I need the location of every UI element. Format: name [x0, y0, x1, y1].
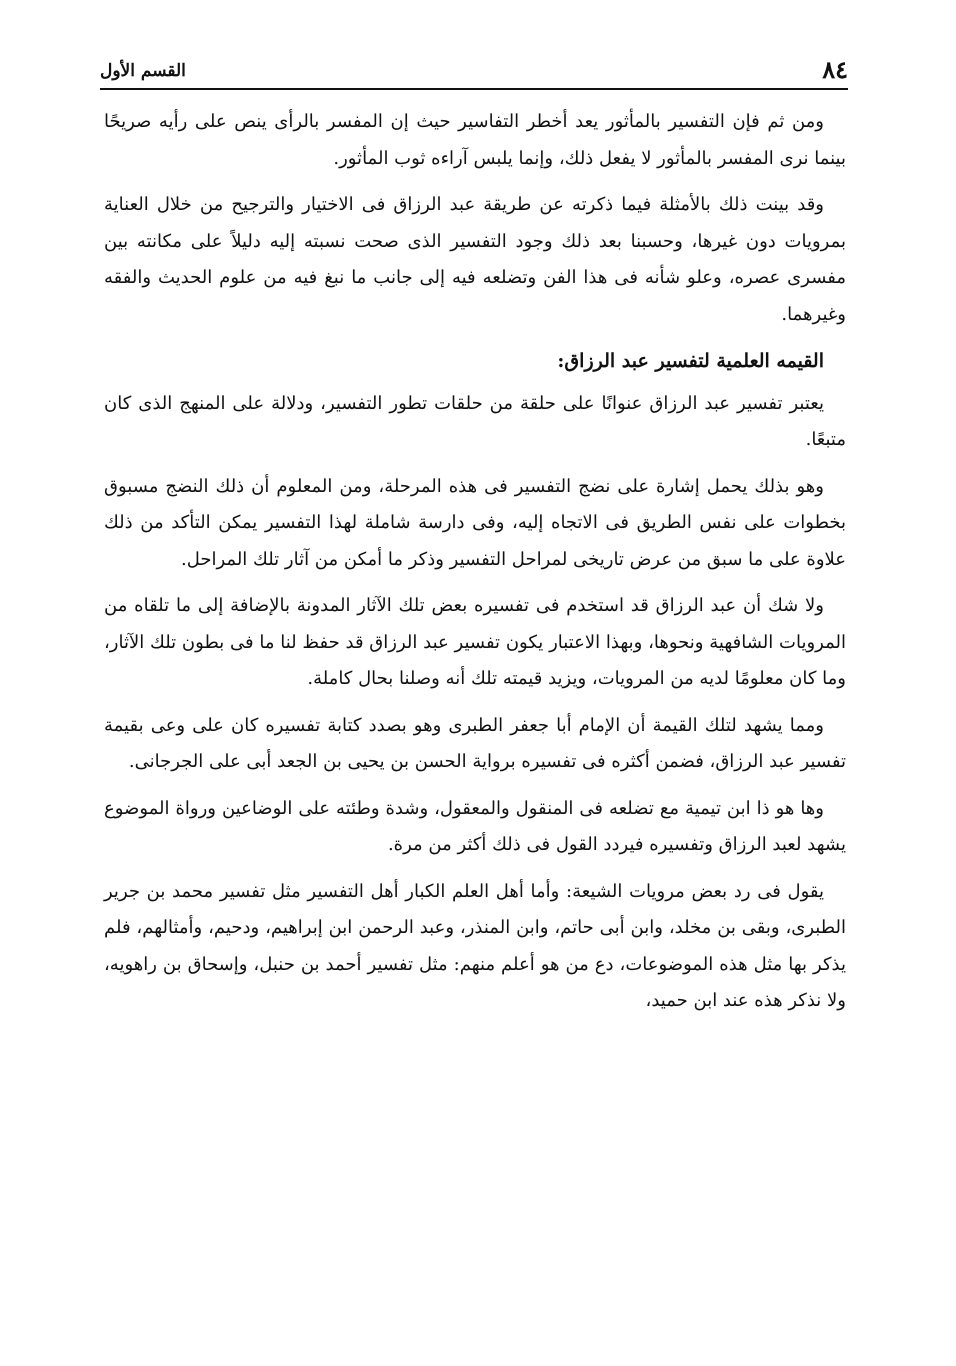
- page-number: ٨٤: [822, 55, 848, 84]
- paragraph-3: يعتبر تفسير عبد الرزاق عنوانًا على حلقة من حلقات تطور التفسير، ودلالة على المنهج الذى كان متبعًا.: [104, 392, 846, 450]
- paragraph-8: يقول فى رد بعض مرويات الشيعة: وأما أهل العلم الكبار أهل التفسير مثل تفسير محمد بن جرير الطبرى، وبقى بن مخلد، وابن أبى حاتم، وابن المنذر، وعبد الرحمن ابن إبراهيم، ودحيم، وأمثالهم، فلم يذكر بها مثل هذه الموضوعات، دع من هو أعلم منهم: مثل تفسير أحمد بن حنبل، وإسحاق بن راهويه، ولا نذكر هذه عند ابن حميد،: [104, 880, 846, 1011]
- paragraph-1: ومن ثم فإن التفسير بالمأثور يعد أخطر التفاسير حيث إن المفسر بالرأى ينص على رأيه صريحًا بينما نرى المفسر بالمأثور لا يفعل ذلك، وإنما يلبس آراءه ثوب المأثور.: [104, 111, 846, 169]
- paragraph-5: ولا شك أن عبد الرزاق قد استخدم فى تفسيره بعض تلك الآثار المدونة بالإضافة إلى ما تلقاه من المرويات الشافهية ونحوها، وبهذا الاعتبار يكون تفسير عبد الرزاق قد حفظ لنا ما فى بطون تلك الآثار، وما كان معلومًا لديه من المرويات، ويزيد قيمته تلك أنه وصلنا بحال كاملة.: [104, 595, 846, 689]
- paragraph-7: وها هو ذا ابن تيمية مع تضلعه فى المنقول والمعقول، وشدة وطئته على الوضاعين ورواة الموضوع يشهد لعبد الرزاق وتفسيره فيردد القول فى ذلك أكثر من مرة.: [104, 797, 846, 855]
- body-text: [104, 104, 846, 1030]
- subheading-scientific-value: القيمه العلمية لتفسير عبد الرزاق:: [557, 350, 824, 372]
- paragraph-2: وقد بينت ذلك بالأمثلة فيما ذكرته عن طريقة عبد الرزاق فى الاختيار والترجيح من خلال العناية بمرويات دون غيرها، وحسبنا بعد ذلك وجود التفسير الذى صحت نسبته إليه دليلاً على مكانته بين مفسرى عصره، وعلو شأنه فى هذا الفن وتضلعه فيه إلى جانب ما نبغ فيه من علوم الحديث والفقه وغيرهما.: [104, 194, 846, 325]
- running-section-title: القسم الأول: [100, 61, 186, 81]
- page-header: [100, 52, 848, 90]
- paragraph-4: وهو بذلك يحمل إشارة على نضج التفسير فى هذه المرحلة، ومن المعلوم أن ذلك النضج مسبوق بخطوات على نفس الطريق فى الاتجاه إليه، وفى دارسة شاملة لهذا التفسير يمكن التأكد من ذلك علاوة على ما سبق من عرض تاريخى لمراحل التفسير وذكر ما أمكن من آثار تلك المراحل.: [104, 475, 846, 570]
- paragraph-6: ومما يشهد لتلك القيمة أن الإمام أبا جعفر الطبرى وهو بصدد كتابة تفسيره كان على وعى بقيمة تفسير عبد الرزاق، فضمن أكثره فى تفسيره برواية الحسن بن يحيى بن الجعد أبى على الجرجانى.: [104, 714, 846, 772]
